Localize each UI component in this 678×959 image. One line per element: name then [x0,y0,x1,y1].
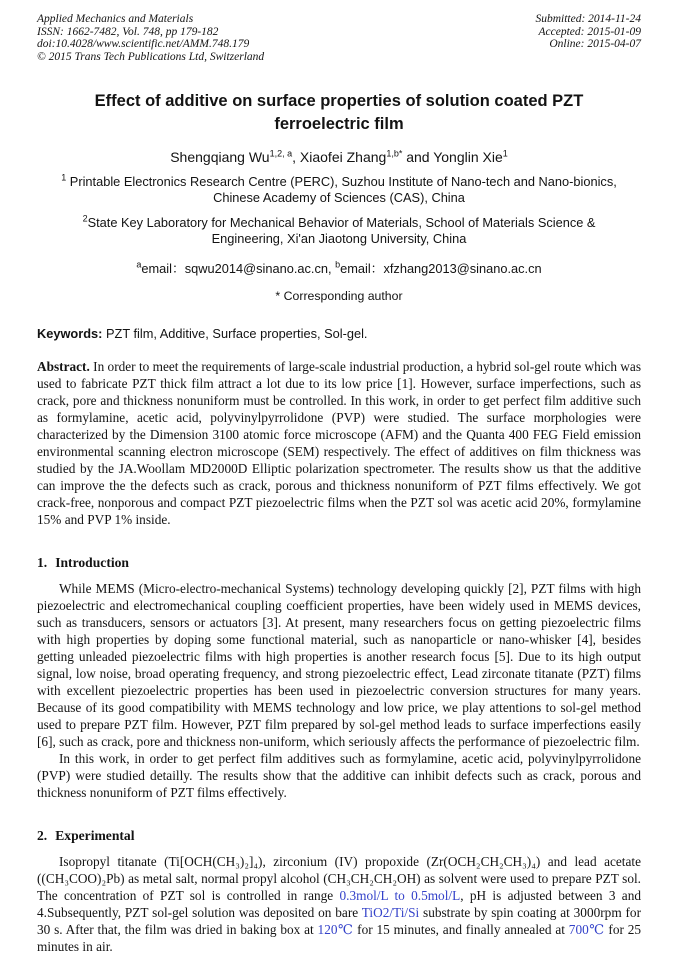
paper-title: Effect of additive on surface properties of solution coated PZT ferroelectric film [94,92,584,133]
online-date: Online: 2015-04-07 [549,38,641,51]
section-introduction [37,555,641,801]
email-a: email：sqwu2014@sinano.ac.cn, [141,260,336,276]
section-title: Introduction [55,554,129,570]
abstract-paragraph [37,358,641,528]
drying-temperature-highlight: 120℃ [317,921,354,937]
annealing-temperature-highlight: 700℃ [568,921,605,937]
abstract-label: Abstract. [37,358,90,374]
author-affil-marker: 1 [502,148,508,159]
substrate-highlight: TiO2/Ti/Si [361,904,420,920]
affiliation-text: State Key Laboratory for Mechanical Behavior of Materials, School of Materials Science & Engineering, Xi'an Jiaotong University, China [87,214,596,246]
journal-doi: doi:10.4028/www.scientific.net/AMM.748.179 [37,38,250,51]
experimental-text: Isopropyl titanate (Ti[OCH(CH₃)₂]₄), zirconium (IV) propoxide (Zr(OCH₂CH₂CH₃)₄) and lead acetate ((CH₃COO)₂Pb) as metal salt, normal propyl alcohol (CH₃CH₂CH₂OH) as solvent were used to prepare PZT sol. The concentration of PZT sol is controlled in range [37,853,641,903]
submitted-date: Submitted: 2014-11-24 [535,13,641,25]
journal-copyright: © 2015 Trans Tech Publications Ltd, Switzerland [37,50,265,63]
experimental-text: for 25 minutes in air. [37,921,642,954]
keywords-text: PZT film, Additive, Surface properties, Sol-gel. [102,325,368,341]
author-separator: , [292,148,300,165]
keywords-label: Keywords: [37,325,103,341]
email-marker-b: b [335,259,341,270]
affiliation-2 [66,215,612,247]
section-heading [37,828,641,844]
experimental-text: for 15 minutes, and finally annealed at [353,921,569,937]
experimental-text: , pH is adjusted between 3 and 4.Subsequently, PZT sol-gel solution was deposited on bare [37,887,642,920]
experimental-paragraph [37,853,641,955]
journal-issn-volume: ISSN: 1662-7482, Vol. 748, pp 179-182 [37,25,219,38]
author-separator: and [402,148,434,165]
section-heading [37,555,641,571]
affiliation-marker: 1 [61,172,67,183]
email-marker-a: a [136,259,142,270]
journal-header [37,13,641,63]
affiliation-marker: 2 [82,213,88,224]
email-line [37,258,641,277]
introduction-paragraph-2: In this work, in order to get perfect film additives such as formylamine, acetic acid, polyvinylpyrrolidone (PVP) were studied detailly. The results show that the additive can inhibit defects such as crack, porous and thickness nonuniform of PZT films effectively. [37,750,641,800]
journal-header-left [37,13,264,63]
affiliation-1 [46,174,632,206]
section-title: Experimental [55,827,135,843]
author-line [37,149,641,165]
author-affil-marker: 1,b* [386,148,403,159]
introduction-paragraph-1: While MEMS (Micro-electro-mechanical Systems) technology developing quickly [2], PZT films with high piezoelectric and electromechanical coupling coefficient properties, have been widely used in MEMS devices, such as transducers, sensors or actuators [3]. At present, many researchers focus on getting piezoelectric films with high properties by doping some functional material, such as nanoparticle or nano-whisker [4], besides getting unleaded piezoelectric films with high properties is another research focus [5]. Due to its high output signal, low noise, broad operating frequency, and strong piezoelectric effect, Lead zirconate titanate (PZT) films with excellent piezoelectric properties has been used in piezoelectric conversion structures for many years. Because of its good compatibility with MEMS technology and low price, we play attentions to sol-gel method used to prepare PZT film. However, PZT film prepared by sol-gel method leads to surface imperfections easily [6], such as crack, pore and thickness non-uniform, which seriously affects the performance of piezoelectric film. [37,580,641,749]
author-affil-marker: 1,2, a [269,148,293,159]
section-number: 1. [37,554,48,570]
journal-header-right [535,13,641,51]
accepted-date: Accepted: 2015-01-09 [538,25,641,38]
section-number: 2. [37,827,48,843]
experimental-text: substrate by spin coating at 3000rpm for 30 s. After that, the film was dried in baking box at [37,904,642,937]
corresponding-author-note: * Corresponding author [275,288,403,303]
journal-name: Applied Mechanics and Materials [37,13,194,25]
author-name: Xiaofei Zhang [299,148,387,165]
author-name: Shengqiang Wu [170,148,270,165]
section-experimental [37,828,641,955]
concentration-range-highlight: 0.3mol/L to 0.5mol/L [339,887,461,903]
author-name: Yonglin Xie [433,148,503,165]
keywords-line [37,326,641,341]
email-b: email：xfzhang2013@sinano.ac.cn [340,260,542,276]
affiliation-text: Printable Electronics Research Centre (PERC), Suzhou Institute of Nano-tech and Nano-bionics, Chinese Academy of Sciences (CAS), China [66,173,617,205]
abstract-text: In order to meet the requirements of large-scale industrial production, a hybrid sol-gel route which was used to fabricate PZT thick film attract a lot due to its low price [1]. However, surface imperfections, such as crack, pore and thickness nonuniform must be controlled. In this work, in order to get perfect film additive such as formylamine, acetic acid, polyvinylpyrrolidone (PVP) were studied. The surface morphologies were characterized by the Dimension 3100 atomic force microscope (AFM) and the Quanta 400 FEG Field emission environmental scanning electron microscope (SEM) respectively. The effect of additives on film thickness was studied by the JA.Woollam MD2000D Elliptic polarization spectrometer. The results show us that the additive can improve the the defects such as crack, porous and thickness nonuniform of PZT films effectively. We got crack-free, nonporous and compact PZT piezoelectric films when the PZT sol was acetic acid 20%, formylamine 15% and PVP 1% inside. [37,358,641,527]
